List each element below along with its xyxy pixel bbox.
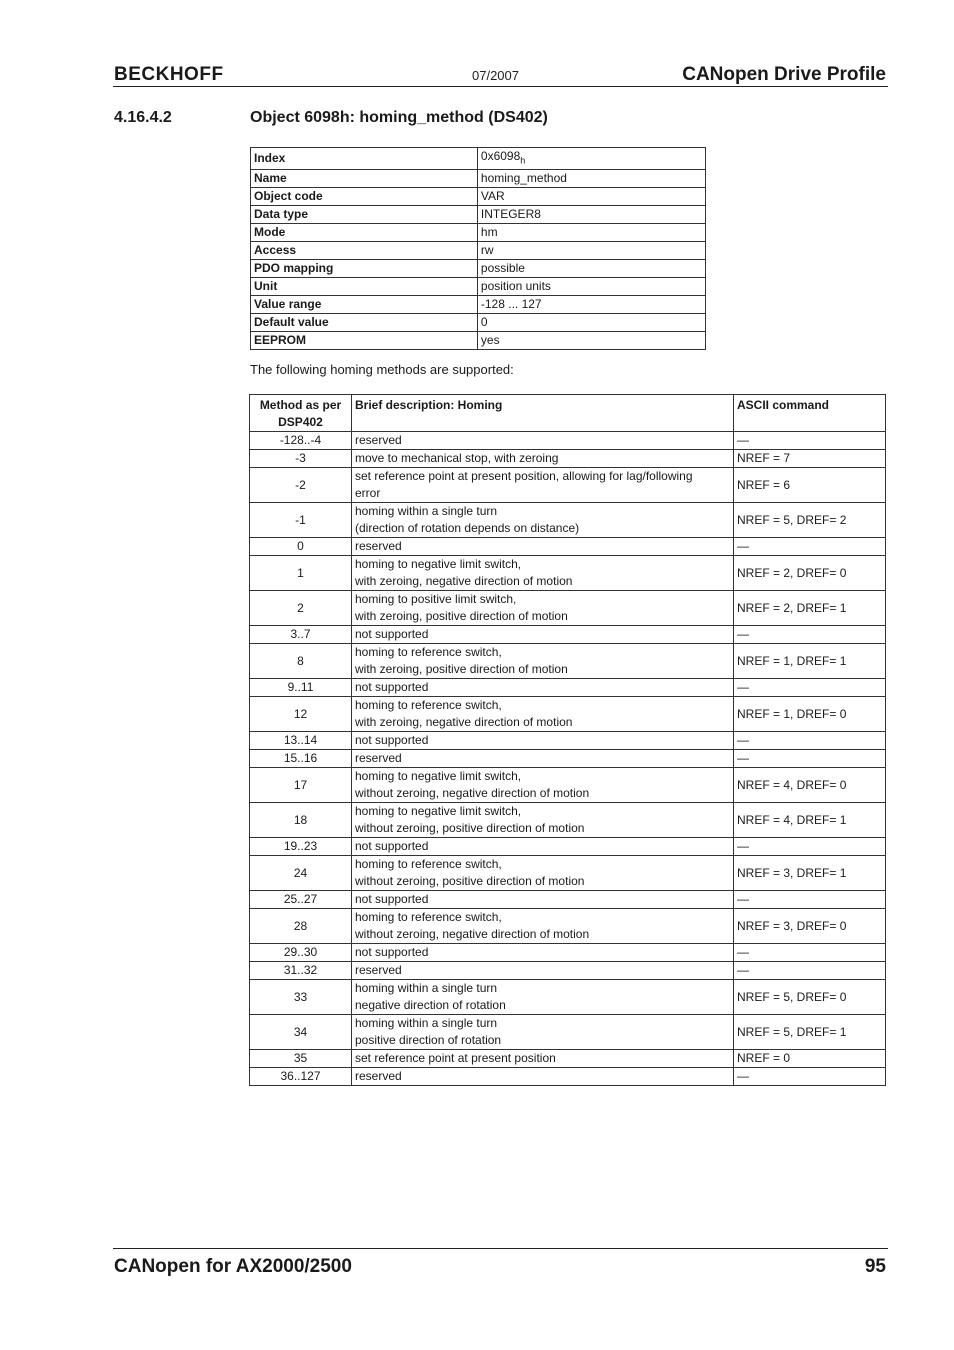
- ascii-command-cell: NREF = 3, DREF= 1: [734, 856, 886, 891]
- ascii-command-cell: —: [734, 750, 886, 768]
- table-row: [250, 1068, 886, 1086]
- ascii-command-cell: —: [734, 432, 886, 450]
- description-line: positive direction of rotation: [355, 1033, 502, 1047]
- table-row: [250, 556, 886, 591]
- index-suffix: h: [520, 155, 526, 166]
- table-row: [250, 697, 886, 732]
- table-row: [250, 626, 886, 644]
- property-value: rw: [477, 242, 705, 260]
- description-line: homing to reference switch,: [355, 910, 502, 924]
- table-row: [251, 332, 706, 350]
- property-key: Index: [251, 148, 478, 170]
- method-cell: 8: [250, 644, 352, 679]
- ascii-command-cell: NREF = 1, DREF= 0: [734, 697, 886, 732]
- description-cell: [352, 1015, 734, 1050]
- table-row: [250, 1015, 886, 1050]
- description-cell: [352, 944, 734, 962]
- table-row: [250, 856, 886, 891]
- description-cell: [352, 644, 734, 679]
- description-line: not supported: [355, 945, 429, 959]
- property-key: Value range: [251, 296, 478, 314]
- method-cell: 17: [250, 768, 352, 803]
- description-line: without zeroing, positive direction of motion: [355, 821, 585, 835]
- property-value: [477, 148, 705, 170]
- description-cell: [352, 697, 734, 732]
- method-cell: 18: [250, 803, 352, 838]
- method-cell: 33: [250, 980, 352, 1015]
- brand-logo: BECKHOFF: [114, 64, 224, 85]
- property-key: EEPROM: [251, 332, 478, 350]
- description-line: not supported: [355, 839, 429, 853]
- description-line: homing to reference switch,: [355, 857, 502, 871]
- method-cell: 28: [250, 909, 352, 944]
- ascii-command-cell: NREF = 5, DREF= 1: [734, 1015, 886, 1050]
- table-row: [251, 188, 706, 206]
- description-line: not supported: [355, 680, 429, 694]
- property-value: hm: [477, 224, 705, 242]
- table-row: [250, 503, 886, 538]
- property-key: Unit: [251, 278, 478, 296]
- description-cell: [352, 803, 734, 838]
- property-key: PDO mapping: [251, 260, 478, 278]
- ascii-command-cell: —: [734, 679, 886, 697]
- description-cell: [352, 1068, 734, 1086]
- description-line: move to mechanical stop, with zeroing: [355, 451, 559, 465]
- ascii-command-cell: —: [734, 838, 886, 856]
- ascii-command-cell: NREF = 1, DREF= 1: [734, 644, 886, 679]
- description-line: (direction of rotation depends on distance): [355, 521, 580, 535]
- property-key: Object code: [251, 188, 478, 206]
- description-line: with zeroing, negative direction of motion: [355, 574, 573, 588]
- header-line: DSP402: [278, 415, 323, 429]
- ascii-command-cell: NREF = 2, DREF= 0: [734, 556, 886, 591]
- description-line: set reference point at present position: [355, 1051, 556, 1065]
- table-row: [250, 644, 886, 679]
- footer-title: CANopen for AX2000/2500: [114, 1256, 352, 1277]
- description-cell: [352, 980, 734, 1015]
- property-value: yes: [477, 332, 705, 350]
- property-value: 0: [477, 314, 705, 332]
- table-header-row: [250, 395, 886, 432]
- description-line: not supported: [355, 892, 429, 906]
- description-line: error: [355, 486, 381, 500]
- table-row: [250, 679, 886, 697]
- property-value: INTEGER8: [477, 206, 705, 224]
- description-line: without zeroing, negative direction of motion: [355, 786, 590, 800]
- description-line: reserved: [355, 539, 402, 553]
- table-row: [250, 803, 886, 838]
- footer-rule: [113, 1248, 888, 1249]
- description-cell: [352, 768, 734, 803]
- property-key: Mode: [251, 224, 478, 242]
- description-line: homing within a single turn: [355, 1016, 498, 1030]
- method-cell: -3: [250, 450, 352, 468]
- ascii-command-cell: —: [734, 1068, 886, 1086]
- description-cell: [352, 626, 734, 644]
- page-number: 95: [864, 1256, 886, 1277]
- ascii-command-cell: NREF = 4, DREF= 1: [734, 803, 886, 838]
- description-cell: [352, 468, 734, 503]
- method-cell: 2: [250, 591, 352, 626]
- description-line: homing to reference switch,: [355, 645, 502, 659]
- ascii-command-cell: NREF = 3, DREF= 0: [734, 909, 886, 944]
- description-line: without zeroing, positive direction of motion: [355, 874, 585, 888]
- column-header-ascii: ASCII command: [734, 395, 886, 432]
- table-row: [250, 891, 886, 909]
- ascii-command-cell: —: [734, 538, 886, 556]
- method-cell: 31..32: [250, 962, 352, 980]
- method-cell: 34: [250, 1015, 352, 1050]
- table-row: [250, 768, 886, 803]
- ascii-command-cell: NREF = 6: [734, 468, 886, 503]
- method-cell: 25..27: [250, 891, 352, 909]
- description-line: homing to negative limit switch,: [355, 804, 522, 818]
- table-row: [250, 944, 886, 962]
- homing-methods-table: [249, 394, 886, 1086]
- method-cell: -1: [250, 503, 352, 538]
- table-row: [251, 260, 706, 278]
- property-value: possible: [477, 260, 705, 278]
- ascii-command-cell: —: [734, 626, 886, 644]
- description-line: set reference point at present position, allowing for lag/following: [355, 469, 693, 483]
- ascii-command-cell: —: [734, 962, 886, 980]
- description-line: reserved: [355, 433, 402, 447]
- table-row: [251, 206, 706, 224]
- table-row: [251, 242, 706, 260]
- header-rule: [113, 86, 888, 87]
- description-cell: [352, 503, 734, 538]
- ascii-command-cell: NREF = 0: [734, 1050, 886, 1068]
- description-cell: [352, 450, 734, 468]
- description-line: homing to negative limit switch,: [355, 557, 522, 571]
- method-cell: -128..-4: [250, 432, 352, 450]
- method-cell: 1: [250, 556, 352, 591]
- property-key: Name: [251, 170, 478, 188]
- description-line: reserved: [355, 751, 402, 765]
- table-row: [250, 750, 886, 768]
- description-cell: [352, 591, 734, 626]
- table-row: [251, 296, 706, 314]
- description-line: not supported: [355, 733, 429, 747]
- ascii-command-cell: —: [734, 891, 886, 909]
- property-key: Default value: [251, 314, 478, 332]
- table-row: [251, 224, 706, 242]
- object-properties-table: [250, 147, 706, 350]
- description-cell: [352, 679, 734, 697]
- table-row: [250, 732, 886, 750]
- description-cell: [352, 432, 734, 450]
- ascii-command-cell: NREF = 4, DREF= 0: [734, 768, 886, 803]
- description-line: with zeroing, positive direction of motion: [355, 662, 568, 676]
- property-key: Access: [251, 242, 478, 260]
- table-row: [251, 278, 706, 296]
- description-line: homing to reference switch,: [355, 698, 502, 712]
- property-value: -128 ... 127: [477, 296, 705, 314]
- table-row: [250, 980, 886, 1015]
- method-cell: 29..30: [250, 944, 352, 962]
- ascii-command-cell: —: [734, 944, 886, 962]
- description-line: homing to positive limit switch,: [355, 592, 517, 606]
- description-cell: [352, 856, 734, 891]
- description-line: with zeroing, positive direction of motion: [355, 609, 568, 623]
- description-cell: [352, 962, 734, 980]
- description-cell: [352, 750, 734, 768]
- table-row: [251, 170, 706, 188]
- description-cell: [352, 732, 734, 750]
- method-cell: 24: [250, 856, 352, 891]
- section-title: Object 6098h: homing_method (DS402): [250, 109, 548, 126]
- method-cell: -2: [250, 468, 352, 503]
- table-row: [250, 838, 886, 856]
- ascii-command-cell: NREF = 2, DREF= 1: [734, 591, 886, 626]
- method-cell: 15..16: [250, 750, 352, 768]
- description-cell: [352, 556, 734, 591]
- ascii-command-cell: NREF = 5, DREF= 2: [734, 503, 886, 538]
- table-row: [250, 538, 886, 556]
- method-cell: 13..14: [250, 732, 352, 750]
- table-row: [250, 591, 886, 626]
- description-cell: [352, 891, 734, 909]
- table-row: [251, 148, 706, 170]
- property-value: homing_method: [477, 170, 705, 188]
- description-cell: [352, 909, 734, 944]
- ascii-command-cell: NREF = 7: [734, 450, 886, 468]
- description-line: reserved: [355, 963, 402, 977]
- description-line: reserved: [355, 1069, 402, 1083]
- description-cell: [352, 538, 734, 556]
- description-line: not supported: [355, 627, 429, 641]
- ascii-command-cell: NREF = 5, DREF= 0: [734, 980, 886, 1015]
- table-row: [251, 314, 706, 332]
- method-cell: 36..127: [250, 1068, 352, 1086]
- description-line: homing to negative limit switch,: [355, 769, 522, 783]
- column-header-description: Brief description: Homing: [352, 395, 734, 432]
- index-value: 0x6098: [480, 149, 521, 163]
- table-row: [250, 432, 886, 450]
- method-cell: 35: [250, 1050, 352, 1068]
- method-cell: 12: [250, 697, 352, 732]
- property-key: Data type: [251, 206, 478, 224]
- document-date: 07/2007: [472, 68, 519, 83]
- description-cell: [352, 838, 734, 856]
- method-cell: 3..7: [250, 626, 352, 644]
- description-line: with zeroing, negative direction of motion: [355, 715, 573, 729]
- method-cell: 9..11: [250, 679, 352, 697]
- table-row: [250, 1050, 886, 1068]
- description-line: homing within a single turn: [355, 981, 498, 995]
- description-line: without zeroing, negative direction of motion: [355, 927, 590, 941]
- table-row: [250, 468, 886, 503]
- ascii-command-cell: —: [734, 732, 886, 750]
- method-cell: 19..23: [250, 838, 352, 856]
- column-header-method: [250, 395, 352, 432]
- description-line: homing within a single turn: [355, 504, 498, 518]
- table-row: [250, 450, 886, 468]
- table-row: [250, 962, 886, 980]
- section-number: 4.16.4.2: [114, 109, 172, 126]
- header-title: CANopen Drive Profile: [682, 64, 886, 85]
- description-line: negative direction of rotation: [355, 998, 506, 1012]
- property-value: VAR: [477, 188, 705, 206]
- description-cell: [352, 1050, 734, 1068]
- table-row: [250, 909, 886, 944]
- method-cell: 0: [250, 538, 352, 556]
- intro-text: The following homing methods are supported:: [250, 362, 514, 377]
- header-line: Method as per: [259, 398, 342, 412]
- property-value: position units: [477, 278, 705, 296]
